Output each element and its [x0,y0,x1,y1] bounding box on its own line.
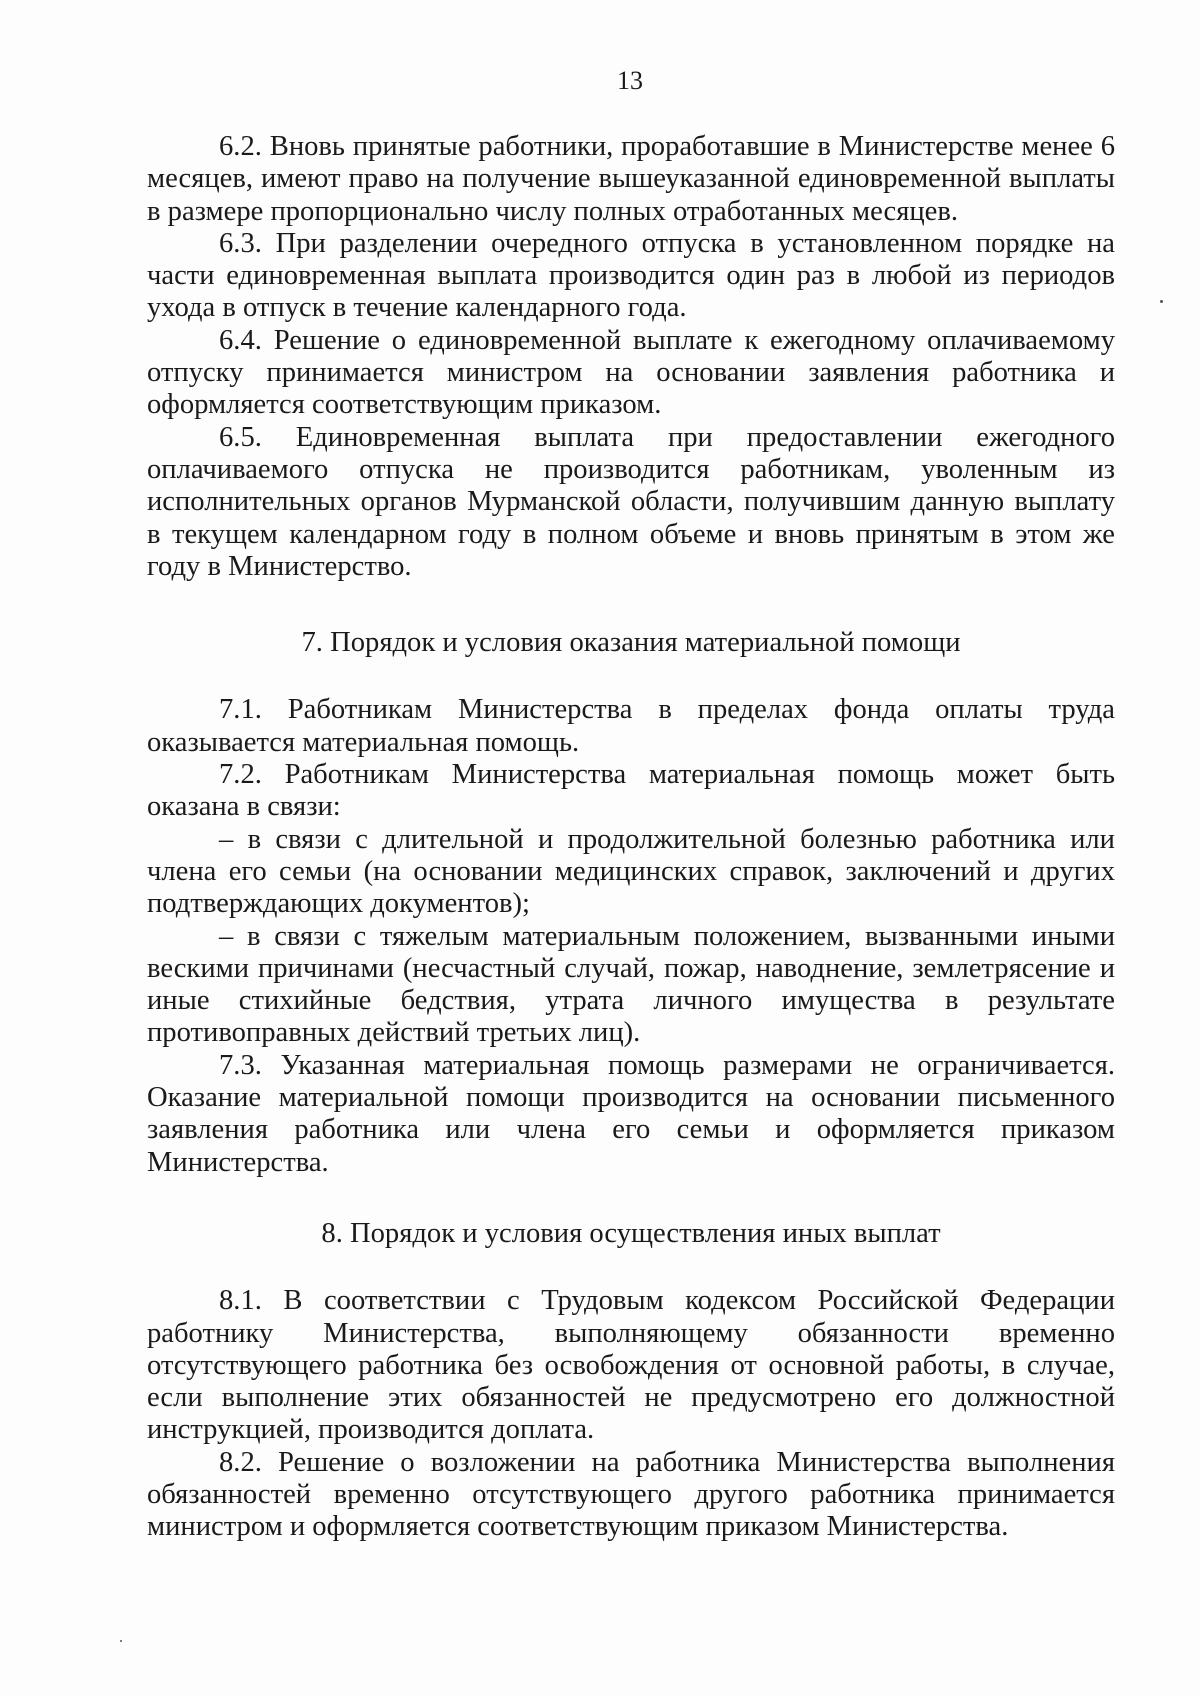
section-7-heading: 7. Порядок и условия оказания материальной помощи [301,627,961,659]
paragraph-7-2: 7.2. Работникам Министерства материальная помощь может быть оказана в связи: [147,759,1115,823]
paragraph-6-5: 6.5. Единовременная выплата при предоставлении ежегодного оплачиваемого отпуска не производится работникам, уволенным из исполнительных органов Мурманской области, получившим данную выплату в текущем календарном году в полном объеме и вновь принятым в этом же году в Министерство. [147,421,1115,582]
section-8-heading: 8. Порядок и условия осуществления иных выплат [321,1217,941,1249]
paragraph-6-3: 6.3. При разделении очередного отпуска в установленном порядке на части единовременная выплата производится один раз в любой из периодов ухода в отпуск в течение календарного года. [147,227,1115,324]
paragraph-7-3: 7.3. Указанная материальная помощь размерами не ограничивается. Оказание материальной помощи производится на основании письменного заявления работника или члена его семьи и оформляется приказом Министерства. [147,1049,1115,1178]
paragraph-6-4: 6.4. Решение о единовременной выплате к ежегодному оплачиваемому отпуску принимается министром на основании заявления работника и оформляется соответствующим приказом. [147,324,1115,421]
paragraph-8-2: 8.2. Решение о возложении на работника Министерства выполнения обязанностей временно отсутствующего другого работника принимается министром и оформляется соответствующим приказом Министерства. [147,1446,1115,1543]
paragraph-7-1: 7.1. Работникам Министерства в пределах фонда оплаты труда оказывается материальная помощь. [147,694,1115,758]
scan-speck [120,1640,122,1642]
document-body [147,131,1115,1544]
list-item-hardship: – в связи с тяжелым материальным положением, вызванными иными вескими причинами (несчастный случай, пожар, наводнение, землетрясение и иные стихийные бедствия, утрата личного имущества в результате противоправных действий третьих лиц). [147,920,1115,1049]
scan-speck [1160,300,1163,303]
page-number: 13 [617,66,643,95]
paragraph-8-1: 8.1. В соответствии с Трудовым кодексом Российской Федерации работнику Министерства, выполняющему обязанности временно отсутствующего работника без освобождения от основной работы, в случае, если выполнение этих обязанностей не предусмотрено его должностной инструкцией, производится доплата. [147,1285,1115,1446]
paragraph-6-2: 6.2. Вновь принятые работники, проработавшие в Министерстве менее 6 месяцев, имеют право на получение вышеуказанной единовременной выплаты в размере пропорционально числу полных отработанных месяцев. [147,131,1115,227]
list-item-illness: – в связи с длительной и продолжительной болезнью работника или члена его семьи (на основании медицинских справок, заключений и других подтверждающих документов); [147,823,1115,920]
